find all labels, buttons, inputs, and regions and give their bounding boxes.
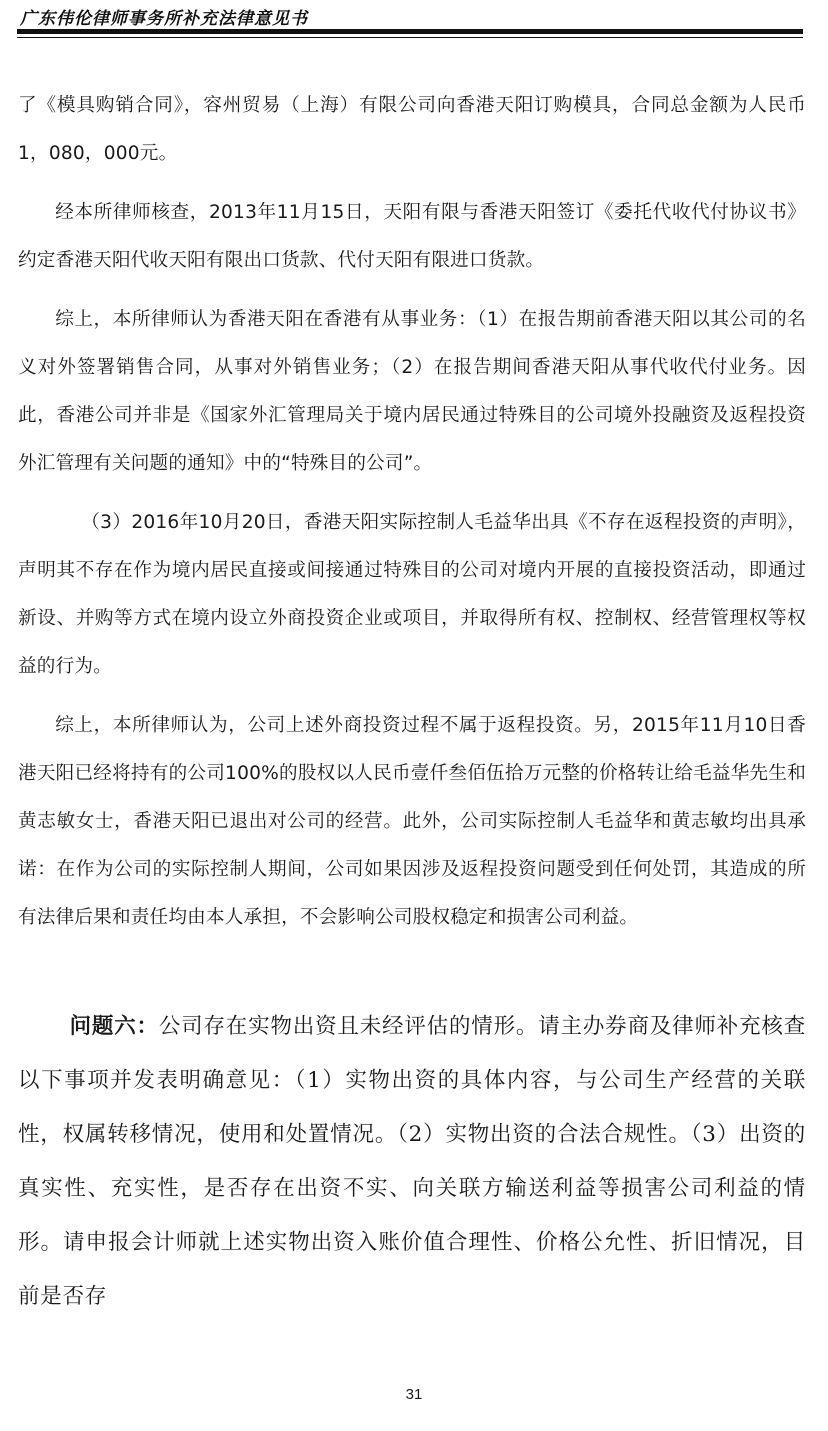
question-six-text: 公司存在实物出资且未经评估的情形。请主办券商及律师补充核查以下事项并发表明确意见：（1）实物出资的具体内容，与公司生产经营的关联性，权属转移情况，使用和处置情况。（2）实物出资的合法合规性。（3）出资的真实性、充实性，是否存在出资不实、向关联方输送利益等损害公司利益的情形。请申报会计师就上述实物出资入账价值合理性、价格公允性、折旧情况，目前是否存 <box>18 1014 806 1309</box>
paragraph-agency-agreement: 经本所律师核查，2013年11月15日，天阳有限与香港天阳签订《委托代收代付协议书》约定香港天阳代收天阳有限出口货款、代付天阳有限进口货款。 <box>18 202 806 271</box>
paragraph-final-conclusion: 综上，本所律师认为，公司上述外商投资过程不属于返程投资。另，2015年11月10日香港天阳已经将持有的公司100%的股权以人民币壹仟叁佰伍拾万元整的价格转让给毛益华先生和黄志敏女士，香港天阳已退出对公司的经营。此外，公司实际控制人毛益华和黄志敏均出具承诺：在作为公司的实际控制人期间，公司如果因涉及返程投资问题受到任何处罚，其造成的所有法律后果和责任均由本人承担，不会影响公司股权稳定和损害公司利益。 <box>18 715 806 928</box>
paragraph-no-round-trip-declaration: （3）2016年10月20日，香港天阳实际控制人毛益华出具《不存在返程投资的声明》，声明其不存在作为境内居民直接或间接通过特殊目的公司对境内开展的直接投资活动，即通过新设、并购等方式在境内设立外商投资企业或项目，并取得所有权、控制权、经营管理权等权益的行为。 <box>18 512 806 677</box>
paragraph-contract-amount: 了《模具购销合同》，容州贸易（上海）有限公司向香港天阳订购模具，合同总金额为人民币1，080，000元。 <box>18 95 806 164</box>
header-rule-thick <box>17 29 803 34</box>
document-body <box>18 82 806 1346</box>
page-number: 31 <box>405 1386 423 1403</box>
question-six <box>18 1000 806 1324</box>
paragraph-hk-business-conclusion: 综上，本所律师认为香港天阳在香港有从事业务：（1）在报告期前香港天阳以其公司的名义对外签署销售合同，从事对外销售业务；（2）在报告期间香港天阳从事代收代付业务。因此，香港公司并非是《国家外汇管理局关于境内居民通过特殊目的公司境外投融资及返程投资外汇管理有关问题的通知》中的“特殊目的公司”。 <box>18 309 806 474</box>
header-title: 广东伟伦律师事务所补充法律意见书 <box>20 9 308 29</box>
question-six-label: 问题六： <box>69 1014 159 1039</box>
header-rule-thin <box>17 37 803 38</box>
